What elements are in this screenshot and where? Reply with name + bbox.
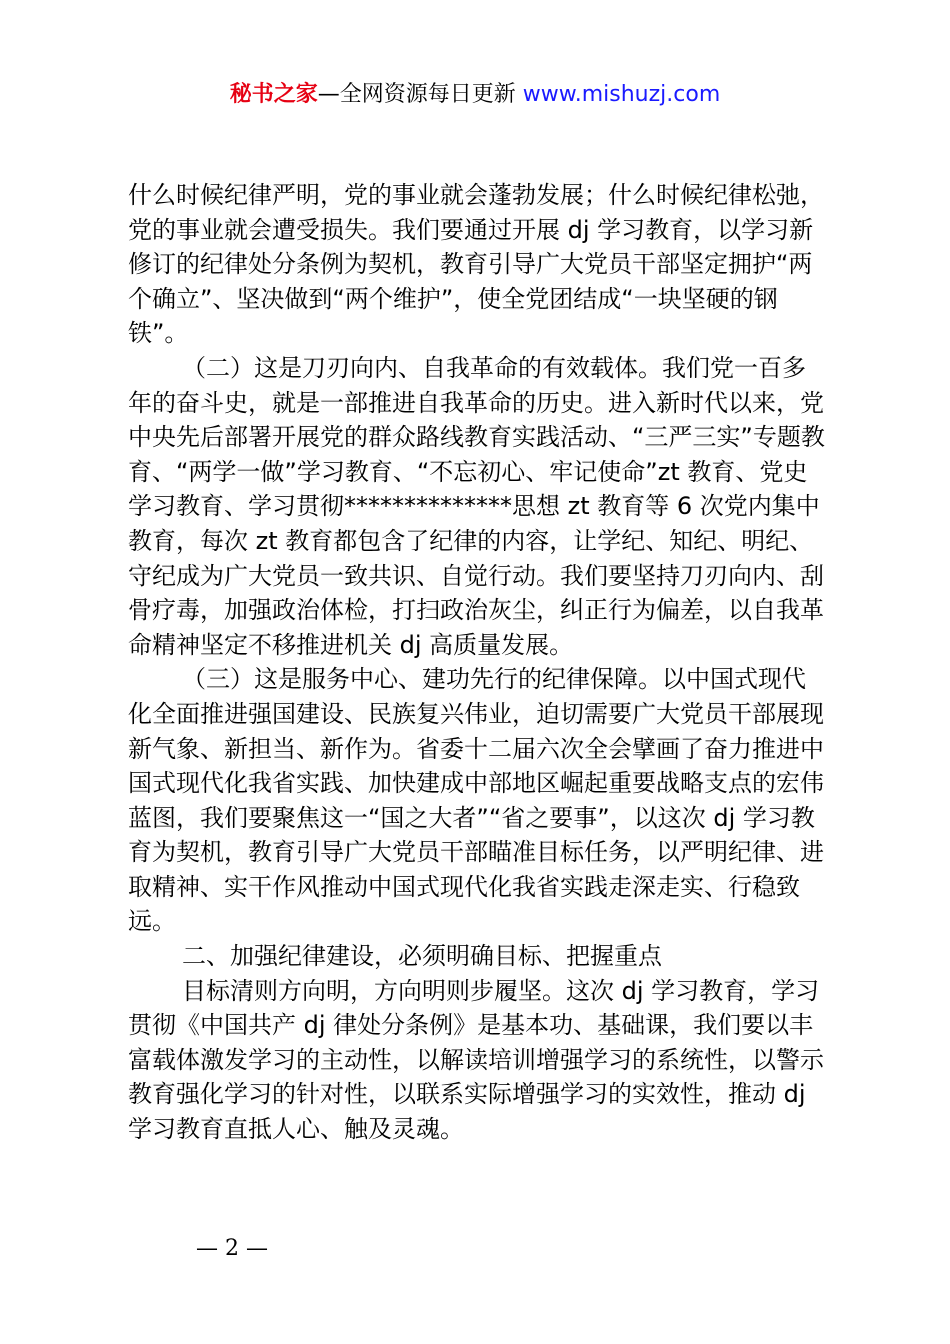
section-heading: 二、加强纪律建设，必须明确目标、把握重点 [182,942,662,971]
brand-name: 秘书之家 [229,82,318,107]
paragraph-section-two: （二）这是刀刃向内、自我革命的有效载体。我们党一百多年的奋斗史，就是一部推进自我革命的历史。进入新时代以来，党中央先后部署开展党的群众路线教育实践活动、“三严三实”专题教育、“两学一做”学习教育、“不忘初心、牢记使命”zt 教育、党史学习教育、学习贯彻**************思想 zt 教育等 6 次党内集中教育，每次 zt 教育都包含了纪律的内容，让学纪、知纪、明纪、守纪成为广大党员一致共识、自觉行动。我们要坚持刀刃向内、刮骨疗毒，加强政治体检，打扫政治灰尘，纠正行为偏差，以自我革命精神坚定不移推进机关 dj 高质量发展。 [128,353,825,659]
paragraph-section-three: （三）这是服务中心、建功先行的纪律保障。以中国式现代化全面推进强国建设、民族复兴伟业，迫切需要广大党员干部展现新气象、新担当、新作为。省委十二届六次全会擘画了奋力推进中国式现代化我省实践、加快建成中部地区崛起重要战略支点的宏伟蓝图，我们要聚焦这一“国之大者”“省之要事”，以这次 dj 学习教育为契机，教育引导广大党员干部瞄准目标任务，以严明纪律、进取精神、实干作风推动中国式现代化我省实践走深走实、行稳致远。 [128,665,824,936]
site-link[interactable]: www.mishuzj.com [522,82,721,107]
page-number: — 2 — [196,1236,268,1261]
site-header [0,78,950,112]
header-tagline: —全网资源每日更新 [317,82,523,107]
paragraph-continuation: 什么时候纪律严明，党的事业就会蓬勃发展；什么时候纪律松弛，党的事业就会遭受损失。我们要通过开展 dj 学习教育，以学习新修订的纪律处分条例为契机，教育引导广大党员干部坚定拥护“两个确立”、坚决做到“两个维护”，使全党团结成“一块坚硬的钢铁”。 [128,181,824,348]
document-body [128,178,828,1147]
paragraph-goals: 目标清则方向明，方向明则步履坚。这次 dj 学习教育，学习贯彻《中国共产 dj 律处分条例》是基本功、基础课，我们要以丰富载体激发学习的主动性，以解读培训增强学习的系统性，以警示教育强化学习的针对性，以联系实际增强学习的实效性，推动 dj 学习教育直抵人心、触及灵魂。 [128,976,824,1144]
